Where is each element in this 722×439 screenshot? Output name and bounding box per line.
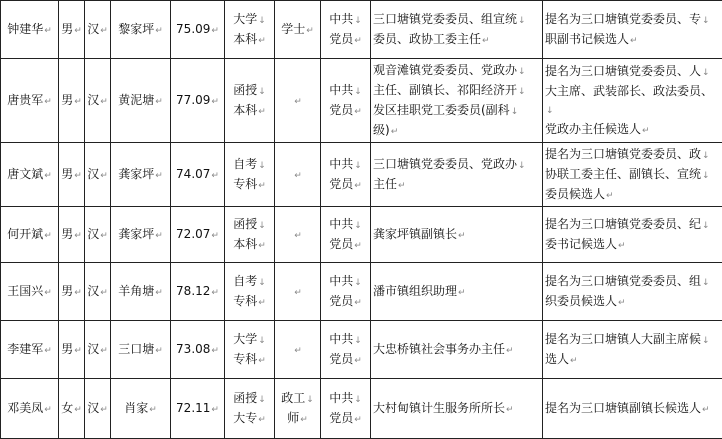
cell-text: 唐文斌 [7,166,44,181]
line-break-mark-icon: ↵ [354,414,362,425]
line-break-mark-icon: ↵ [618,240,626,251]
cell-line: 党员 [329,293,354,308]
cell-text: 何开斌 [7,226,44,241]
cell-line: 三口塘镇党委委员、党政办 [373,156,518,171]
line-break-mark-icon: ↓ [258,15,266,26]
cell-line: 提名为三口塘镇党委委员、组 [545,273,702,288]
cell-gender [59,207,85,263]
line-break-mark-icon: ↓ [518,66,526,77]
paragraph-mark-icon: ↵ [74,230,82,241]
paragraph-mark-icon: ↵ [155,25,163,36]
cell-birth-date [171,143,225,207]
cell-text: 男 [61,21,74,36]
cell-text: 唐贵军 [7,92,44,107]
cell-education [225,207,275,263]
line-break-mark-icon: ↵ [258,355,266,366]
line-break-mark-icon: ↓ [258,394,266,405]
paragraph-mark-icon: ↵ [44,345,52,356]
cell-birth-date [171,379,225,439]
line-break-mark-icon: ↓ [258,277,266,288]
cell-birthplace [111,207,171,263]
cell-line: 提名为三口塘镇副镇长候选人 [545,400,702,415]
cell-degree [275,321,321,379]
cell-text: 男 [61,92,74,107]
cell-line: 中共 [329,390,354,405]
paragraph-mark-icon: ↵ [74,345,82,356]
cell-line: 本科 [233,236,258,251]
line-break-mark-icon: ↓ [306,394,314,405]
paragraph-mark-icon: ↵ [44,25,52,36]
paragraph-mark-icon: ↵ [44,287,52,298]
cell-degree [275,207,321,263]
cell-line: 提名为三口塘镇党委委员、纪 [545,216,702,231]
cell-line: 中共 [329,156,354,171]
cell-line: 提名为三口塘镇人大副主席候 [545,331,702,346]
cell-ethnicity [85,321,111,379]
line-break-mark-icon: ↵ [306,25,314,36]
line-break-mark-icon: ↵ [618,297,626,308]
cell-nomination [543,143,722,207]
line-break-mark-icon: ↵ [258,180,266,191]
paragraph-mark-icon: ↵ [44,170,52,181]
cell-line: 本科 [233,102,258,117]
cell-degree [275,1,321,59]
cell-line: 观音滩镇党委委员、党政办 [373,62,518,77]
cell-position [371,143,543,207]
line-break-mark-icon: ↵ [390,126,399,137]
cell-education [225,143,275,207]
cell-text: 王国兴 [7,283,44,298]
line-break-mark-icon: ↵ [258,297,266,308]
table-row [1,379,722,439]
cell-line: 发区挂职党工委委员(副科 [373,102,510,117]
cell-name [1,321,59,379]
cell-text: 龚家坪 [118,226,155,241]
line-break-mark-icon: ↓ [702,15,710,26]
cell-text: 汉 [87,400,100,415]
cell-line: 中共 [329,216,354,231]
cell-position [371,1,543,59]
cell-line: 党员 [329,102,354,117]
line-break-mark-icon: ↓ [518,160,526,171]
line-break-mark-icon: ↓ [518,15,526,26]
line-break-mark-icon: ↵ [258,106,266,117]
cell-birthplace [111,263,171,321]
cell-text: 72.07 [176,226,211,241]
cell-party [321,379,371,439]
paragraph-mark-icon: ↵ [155,170,163,181]
paragraph-mark-icon: ↵ [294,170,302,181]
line-break-mark-icon: ↓ [510,106,519,117]
cell-line: 潘市镇组织助理 [373,283,458,298]
cell-line: 专科 [233,176,258,191]
cell-text: 78.12 [176,283,211,298]
paragraph-mark-icon: ↵ [74,96,82,107]
cell-gender [59,1,85,59]
cell-birth-date [171,207,225,263]
cell-party [321,1,371,59]
cell-text: 黎家坪 [118,21,155,36]
cell-line: 主任、副镇长、祁阳经济开 [373,82,518,97]
paragraph-mark-icon: ↵ [44,96,52,107]
cell-birth-date [171,59,225,143]
cell-party [321,321,371,379]
cell-text: 75.09 [176,21,211,36]
cell-line: 中共 [329,331,354,346]
cell-line: 党员 [329,31,354,46]
line-break-mark-icon: ↓ [354,86,362,97]
paragraph-mark-icon: ↵ [44,230,52,241]
cell-gender [59,143,85,207]
cell-line: 大学 [233,11,258,26]
cell-gender [59,379,85,439]
cell-education [225,263,275,321]
cell-line: 级) [373,122,390,137]
line-break-mark-icon: ↵ [354,240,362,251]
paragraph-mark-icon: ↵ [211,96,219,107]
paragraph-mark-icon: ↵ [74,170,82,181]
cell-text: 男 [61,166,74,181]
cell-party [321,263,371,321]
line-break-mark-icon: ↓ [258,335,266,346]
cell-education [225,379,275,439]
cell-position [371,263,543,321]
cell-line: 协联工委主任、副镇长、宣统 [545,166,702,181]
cell-name [1,207,59,263]
cell-line: 师 [287,410,300,425]
paragraph-mark-icon: ↵ [100,287,108,298]
table-row [1,321,722,379]
line-break-mark-icon: ↵ [606,190,614,201]
line-break-mark-icon: ↵ [702,404,710,415]
cell-birthplace [111,59,171,143]
cell-text: 72.11 [176,400,211,415]
cell-line: 党政办主任候选人 [545,121,642,136]
line-break-mark-icon: ↵ [258,240,266,251]
cell-nomination [543,1,722,59]
cell-line: 大忠桥镇社会事务办主任 [373,341,506,356]
table-row [1,263,722,321]
cell-text: 73.08 [176,341,211,356]
line-break-mark-icon: ↓ [702,220,710,231]
line-break-mark-icon: ↵ [354,355,362,366]
line-break-mark-icon: ↓ [354,277,362,288]
paragraph-mark-icon: ↵ [149,404,157,415]
cell-text: 肖家 [124,400,149,415]
cell-nomination [543,321,722,379]
paragraph-mark-icon: ↵ [100,345,108,356]
paragraph-mark-icon: ↵ [294,287,302,298]
line-break-mark-icon: ↓ [702,170,710,181]
table-row [1,143,722,207]
cell-line: 函授 [233,216,258,231]
paragraph-mark-icon: ↵ [44,404,52,415]
cell-text: 77.09 [176,92,211,107]
cell-position [371,321,543,379]
cell-ethnicity [85,379,111,439]
cell-line: 党员 [329,351,354,366]
cell-text: 男 [61,341,74,356]
cell-party [321,207,371,263]
paragraph-mark-icon: ↵ [155,230,163,241]
cell-name [1,379,59,439]
line-break-mark-icon: ↵ [458,287,466,298]
cell-birthplace [111,379,171,439]
cell-party [321,59,371,143]
cell-line: 函授 [233,390,258,405]
cell-line: 提名为三口塘镇党委委员、政 [545,146,702,161]
cell-text: 汉 [87,226,100,241]
cell-line: 委员、政协工委主任 [373,31,482,46]
line-break-mark-icon: ↵ [506,345,514,356]
table-row [1,207,722,263]
paragraph-mark-icon: ↵ [74,287,82,298]
cell-text: 汉 [87,283,100,298]
cell-text: 汉 [87,92,100,107]
line-break-mark-icon: ↓ [258,220,266,231]
cell-line: 党员 [329,176,354,191]
line-break-mark-icon: ↓ [354,335,362,346]
line-break-mark-icon: ↓ [354,160,362,171]
line-break-mark-icon: ↵ [398,180,406,191]
line-break-mark-icon: ↓ [546,105,554,116]
cell-degree [275,379,321,439]
cell-name [1,263,59,321]
cell-line: 专科 [233,293,258,308]
line-break-mark-icon: ↓ [354,15,362,26]
paragraph-mark-icon: ↵ [100,96,108,107]
cell-nomination [543,263,722,321]
cell-degree [275,263,321,321]
cell-birth-date [171,263,225,321]
cell-nomination [543,379,722,439]
paragraph-mark-icon: ↵ [294,345,302,356]
cell-ethnicity [85,143,111,207]
cell-nomination [543,207,722,263]
cell-text: 龚家坪 [118,166,155,181]
cell-line: 中共 [329,273,354,288]
cell-line: 主任 [373,176,398,191]
cell-text: 汉 [87,21,100,36]
cell-line: 函授 [233,82,258,97]
cell-line: 龚家坪镇副镇长 [373,226,458,241]
paragraph-mark-icon: ↵ [211,170,219,181]
cell-text: 汉 [87,166,100,181]
cell-ethnicity [85,207,111,263]
cell-line: 大专 [233,410,258,425]
paragraph-mark-icon: ↵ [100,25,108,36]
line-break-mark-icon: ↵ [258,414,266,425]
cell-ethnicity [85,59,111,143]
cell-birthplace [111,321,171,379]
paragraph-mark-icon: ↵ [294,96,302,107]
line-break-mark-icon: ↓ [702,277,710,288]
line-break-mark-icon: ↵ [458,230,466,241]
cell-ethnicity [85,1,111,59]
line-break-mark-icon: ↓ [258,86,266,97]
cell-birthplace [111,143,171,207]
line-break-mark-icon: ↵ [506,404,514,415]
cell-birth-date [171,321,225,379]
line-break-mark-icon: ↵ [354,180,362,191]
cell-text: 男 [61,226,74,241]
cell-birthplace [111,1,171,59]
cell-line: 大主席、武装部长、政法委员、 [545,83,714,98]
cell-line: 三口塘镇党委委员、组宣统 [373,11,518,26]
cell-gender [59,263,85,321]
cell-text: 汉 [87,341,100,356]
cell-line: 学士 [281,21,306,36]
cell-line: 提名为三口塘镇党委委员、人 [545,63,702,78]
table-row [1,1,722,59]
cell-position [371,379,543,439]
line-break-mark-icon: ↵ [300,414,308,425]
line-break-mark-icon: ↓ [702,150,710,161]
cell-line: 委员候选人 [545,186,606,201]
cell-education [225,321,275,379]
cell-degree [275,59,321,143]
cell-position [371,59,543,143]
cell-text: 邓美凤 [7,400,44,415]
cell-text: 74.07 [176,166,211,181]
paragraph-mark-icon: ↵ [211,287,219,298]
paragraph-mark-icon: ↵ [155,96,163,107]
paragraph-mark-icon: ↵ [74,25,82,36]
paragraph-mark-icon: ↵ [74,404,82,415]
line-break-mark-icon: ↵ [258,35,266,46]
line-break-mark-icon: ↵ [630,35,638,46]
paragraph-mark-icon: ↵ [211,345,219,356]
line-break-mark-icon: ↵ [354,106,362,117]
line-break-mark-icon: ↓ [702,67,710,78]
cell-name [1,1,59,59]
line-break-mark-icon: ↓ [258,160,266,171]
cell-text: 钟建华 [7,21,44,36]
line-break-mark-icon: ↵ [642,125,650,136]
cell-line: 委书记候选人 [545,236,618,251]
line-break-mark-icon: ↵ [570,355,578,366]
cell-party [321,143,371,207]
cell-degree [275,143,321,207]
cell-line: 中共 [329,11,354,26]
cell-text: 羊角塘 [118,283,155,298]
cell-line: 中共 [329,82,354,97]
paragraph-mark-icon: ↵ [100,404,108,415]
line-break-mark-icon: ↓ [354,394,362,405]
cell-line: 本科 [233,31,258,46]
cell-gender [59,59,85,143]
cell-line: 政工 [281,390,306,405]
cell-line: 职副书记候选人 [545,31,630,46]
paragraph-mark-icon: ↵ [155,345,163,356]
paragraph-mark-icon: ↵ [100,230,108,241]
cell-text: 男 [61,283,74,298]
table-row [1,59,722,143]
cell-name [1,59,59,143]
paragraph-mark-icon: ↵ [100,170,108,181]
line-break-mark-icon: ↵ [354,297,362,308]
cell-line: 自考 [233,156,258,171]
cell-position [371,207,543,263]
cell-text: 黄泥塘 [118,92,155,107]
cell-text: 李建军 [7,341,44,356]
cell-line: 自考 [233,273,258,288]
paragraph-mark-icon: ↵ [211,25,219,36]
paragraph-mark-icon: ↵ [211,404,219,415]
line-break-mark-icon: ↵ [354,35,362,46]
cell-line: 专科 [233,351,258,366]
cell-line: 大学 [233,331,258,346]
cell-line: 党员 [329,236,354,251]
cell-text: 三口塘 [118,341,155,356]
cell-line: 党员 [329,410,354,425]
line-break-mark-icon: ↵ [482,35,490,46]
cell-gender [59,321,85,379]
cell-birth-date [171,1,225,59]
cell-line: 织委员候选人 [545,293,618,308]
cell-name [1,143,59,207]
paragraph-mark-icon: ↵ [211,230,219,241]
paragraph-mark-icon: ↵ [155,287,163,298]
cell-line: 选人 [545,351,570,366]
cell-education [225,1,275,59]
cell-text: 女 [61,400,74,415]
cell-nomination [543,59,722,143]
paragraph-mark-icon: ↵ [294,230,302,241]
line-break-mark-icon: ↓ [518,86,526,97]
cell-education [225,59,275,143]
cell-line: 提名为三口塘镇党委委员、专 [545,11,702,26]
line-break-mark-icon: ↓ [702,335,710,346]
line-break-mark-icon: ↓ [354,220,362,231]
cell-ethnicity [85,263,111,321]
cell-line: 大村甸镇计生服务所所长 [373,400,506,415]
